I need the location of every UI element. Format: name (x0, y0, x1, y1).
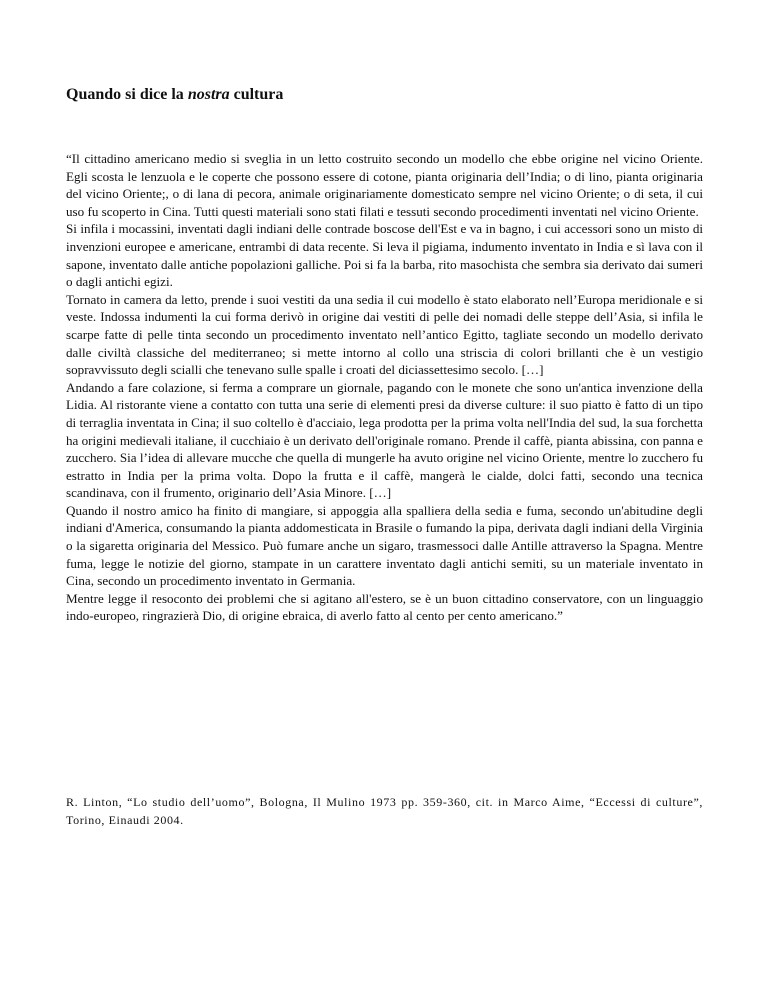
document-title (66, 86, 283, 104)
quotation-body (66, 150, 703, 625)
quotation-paragraph: “Il cittadino americano medio si sveglia in un letto costruito secondo un modello che ebbe origine nel vicino Oriente. Egli scosta le lenzuola e le coperte che possono essere di cotone, pianta originaria dell’India; o di lino, pianta originaria del vicino Oriente;, o di lana di pecora, animale originariamente domesticato sempre nel vicino Oriente; o di seta, il cui uso fu scoperto in Cina. Tutti questi materiali sono stati filati e tessuti secondo procedimenti inventati nel vicino Oriente. (66, 151, 703, 219)
title-emphasis: nostra (187, 86, 230, 103)
quotation-paragraph: Tornato in camera da letto, prende i suoi vestiti da una sedia il cui modello è stato elaborato nell’Europa meridionale e si veste. Indossa indumenti la cui forma derivò in origine dai vestiti di pelle dei nomadi delle steppe dell’Asia, si infila le scarpe fatte di pelle tinta secondo un procedimento inventato nell’antico Egitto, tagliate secondo un modello derivato dalle civiltà classiche del mediterraneo; si mette intorno al collo una striscia di colori brillanti che è un vestigio sopravvissuto degli scialli che tenevano sulle spalle i croati del diciassettesimo secolo. […] (66, 291, 703, 378)
quotation-paragraph: Mentre legge il resoconto dei problemi che si agitano all'estero, se è un buon cittadino conservatore, con un linguaggio indo-europeo, ringrazierà Dio, di origine ebraica, di averlo fatto al cento per cento americano.” (66, 590, 703, 624)
title-prefix: Quando si dice la (66, 86, 188, 103)
quotation-paragraph: Si infila i mocassini, inventati dagli indiani delle contrade boscose dell'Est e va in bagno, i cui accessori sono un misto di invenzioni europee e americane, entrambi di data recente. Si leva il pigiama, indumento inventato in India e sì lava con il sapone, inventato dalle antiche popolazioni galliche. Poi si fa la barba, rito masochista che sembra sia derivato dai sumeri o dagli antichi egizi. (66, 221, 703, 290)
source-citation: R. Linton, “Lo studio dell’uomo”, Bologna, Il Mulino 1973 pp. 359-360, cit. in Marco Aime, “Eccessi di culture”, Torino, Einaudi 2004. (66, 795, 703, 827)
quotation-paragraph: Quando il nostro amico ha finito di mangiare, si appoggia alla spalliera della sedia e fuma, secondo un'abitudine degli indiani d'America, consumando la pianta addomesticata in Brasile o fumando la pipa, derivata dagli indiani della Virginia o la sigaretta originaria del Messico. Può fumare anche un sigaro, trasmessoci dalle Antille attraverso la Spagna. Mentre fuma, legge le notizie del giorno, stampate in un carattere inventato dagli antichi semiti, su un materiale inventato in Cina, secondo un procedimento inventato in Germania. (66, 502, 703, 589)
title-suffix: cultura (229, 86, 284, 103)
quotation-paragraph: Andando a fare colazione, si ferma a comprare un giornale, pagando con le monete che sono un'antica invenzione della Lidia. Al ristorante viene a contatto con tutta una serie di elementi presi da diverse culture: il suo piatto è fatto di un tipo di terraglia inventata in Cina; il suo coltello è d'acciaio, lega prodotta per la prima volta nell'India del sud, la sua forchetta ha origini medievali italiane, il cucchiaio è un derivato dell'originale romano. Prende il caffè, pianta abissina, con panna e zucchero. Sia l’idea di allevare mucche che quella di mungerle ha avuto origine nel vicino Oriente, mentre lo zucchero fu estratto in India per la prima volta. Dopo la frutta e il caffè, mangerà le cialde, dolci fatti, secondo una tecnica scandinava, con il frumento, originario dell’Asia Minore. […] (66, 379, 703, 501)
